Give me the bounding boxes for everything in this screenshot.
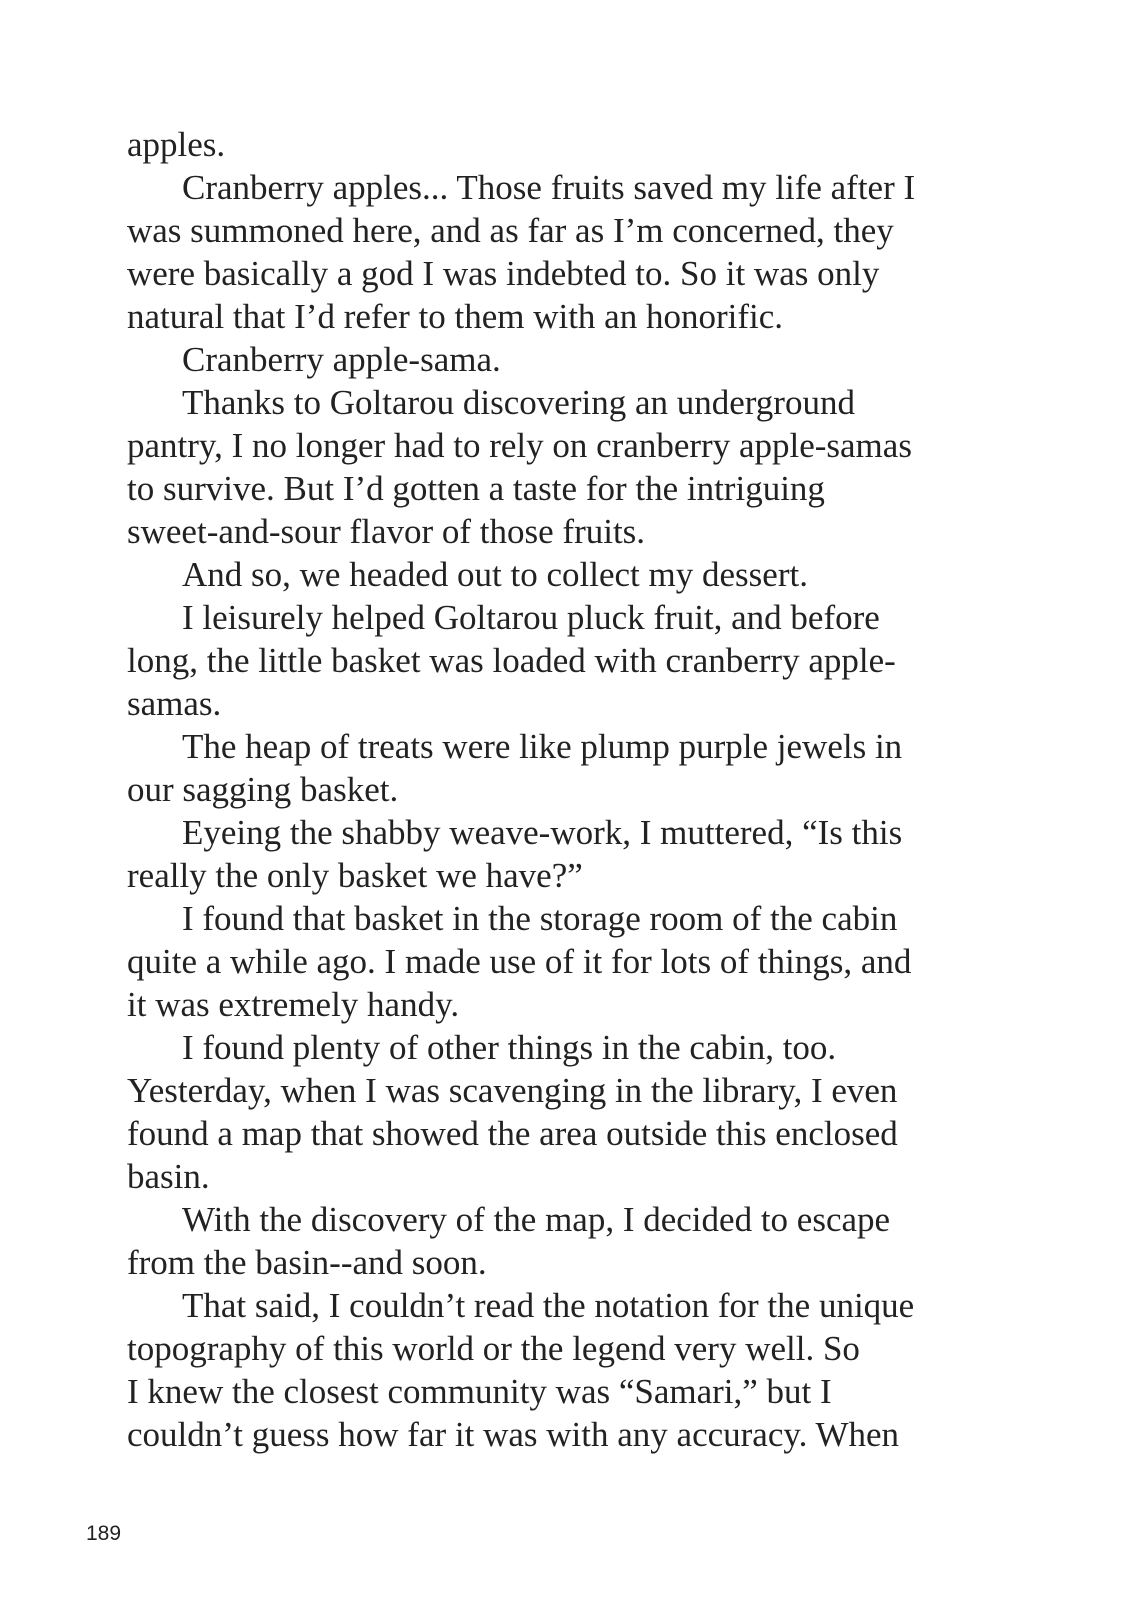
text-line: was summoned here, and as far as I’m concerned, they	[127, 211, 894, 250]
text-line: Yesterday, when I was scavenging in the library, I even	[127, 1071, 898, 1110]
text-line: pantry, I no longer had to rely on cranberry apple-samas	[127, 426, 912, 465]
text-line: Eyeing the shabby weave-work, I muttered, “Is this	[182, 813, 903, 852]
text-line: And so, we headed out to collect my dessert.	[182, 555, 808, 594]
text-line: samas.	[127, 684, 222, 723]
text-line: it was extremely handy.	[127, 985, 460, 1024]
text-line: That said, I couldn’t read the notation for the unique	[182, 1286, 915, 1325]
text-line: Cranberry apples... Those fruits saved my life after I	[182, 168, 916, 207]
text-line: really the only basket we have?”	[127, 856, 583, 895]
text-line: I found that basket in the storage room of the cabin	[182, 899, 898, 938]
text-line: sweet-and-sour flavor of those fruits.	[127, 512, 646, 551]
text-line: quite a while ago. I made use of it for lots of things, and	[127, 942, 912, 981]
text-line: our sagging basket.	[127, 770, 399, 809]
text-line: couldn’t guess how far it was with any accuracy. When	[127, 1415, 900, 1454]
text-line: I leisurely helped Goltarou pluck fruit, and before	[182, 598, 880, 637]
text-line: found a map that showed the area outside this enclosed	[127, 1114, 898, 1153]
page-number: 189	[86, 1522, 122, 1545]
text-line: The heap of treats were like plump purple jewels in	[182, 727, 903, 766]
text-line: to survive. But I’d gotten a taste for the intriguing	[127, 469, 825, 508]
text-line: basin.	[127, 1157, 210, 1196]
text-line: Thanks to Goltarou discovering an underground	[182, 383, 855, 422]
text-line: from the basin--and soon.	[127, 1243, 487, 1282]
body-text	[127, 123, 967, 1456]
text-line: With the discovery of the map, I decided to escape	[182, 1200, 891, 1239]
text-line: I knew the closest community was “Samari,” but I	[127, 1372, 832, 1411]
text-line: topography of this world or the legend very well. So	[127, 1329, 860, 1368]
text-line: Cranberry apple-sama.	[182, 340, 501, 379]
text-line: I found plenty of other things in the cabin, too.	[182, 1028, 837, 1067]
text-line: were basically a god I was indebted to. So it was only	[127, 254, 880, 293]
text-line: natural that I’d refer to them with an honorific.	[127, 297, 784, 336]
text-line: long, the little basket was loaded with cranberry apple-	[127, 641, 896, 680]
text-line: apples.	[127, 125, 226, 164]
